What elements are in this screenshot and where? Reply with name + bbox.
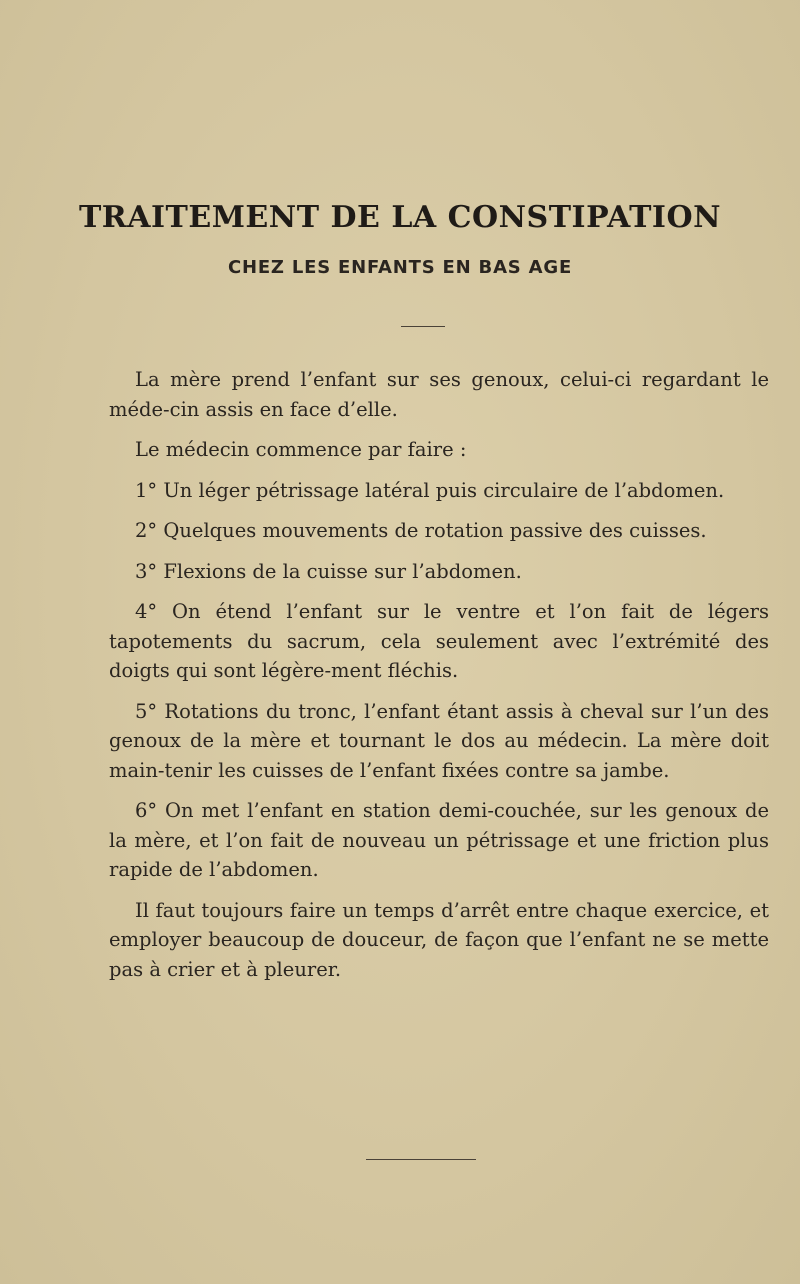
paragraph: Le médecin commence par faire : xyxy=(135,438,467,461)
end-divider xyxy=(366,1159,476,1160)
paragraph: La mère prend l’enfant sur ses genoux, celui-ci regardant le méde-cin assis en face d’elle. xyxy=(109,368,769,421)
document-body xyxy=(109,365,769,995)
paragraph: 4° On étend l’enfant sur le ventre et l’on fait de légers tapotements du sacrum, cela seulement avec l’extrémité des doigts qui sont légère-ment fléchis. xyxy=(109,600,769,682)
paragraph: 3° Flexions de la cuisse sur l’abdomen. xyxy=(135,559,522,583)
title-divider xyxy=(401,326,445,327)
document-title: TRAITEMENT DE LA CONSTIPATION xyxy=(78,200,722,235)
paragraph: 6° On met l’enfant en station demi-couchée, sur les genoux de la mère, et l’on fait de nouveau un pétrissage et une friction plus rapide de l’abdomen. xyxy=(109,799,769,881)
paragraph: 5° Rotations du tronc, l’enfant étant assis à cheval sur l’un des genoux de la mère et tournant le dos au médecin. La mère doit main-tenir les cuisses de l’enfant fixées contre sa jambe. xyxy=(109,699,769,782)
document-subtitle: CHEZ LES ENFANTS EN BAS AGE xyxy=(227,257,573,278)
paragraph: Il faut toujours faire un temps d’arrêt entre chaque exercice, et employer beaucoup de douceur, de façon que l’enfant ne se mette pas à crier et à pleurer. xyxy=(109,898,769,981)
paragraph: 1° Un léger pétrissage latéral puis circulaire de l’abdomen. xyxy=(135,478,725,502)
paragraph: 2° Quelques mouvements de rotation passive des cuisses. xyxy=(135,519,707,542)
